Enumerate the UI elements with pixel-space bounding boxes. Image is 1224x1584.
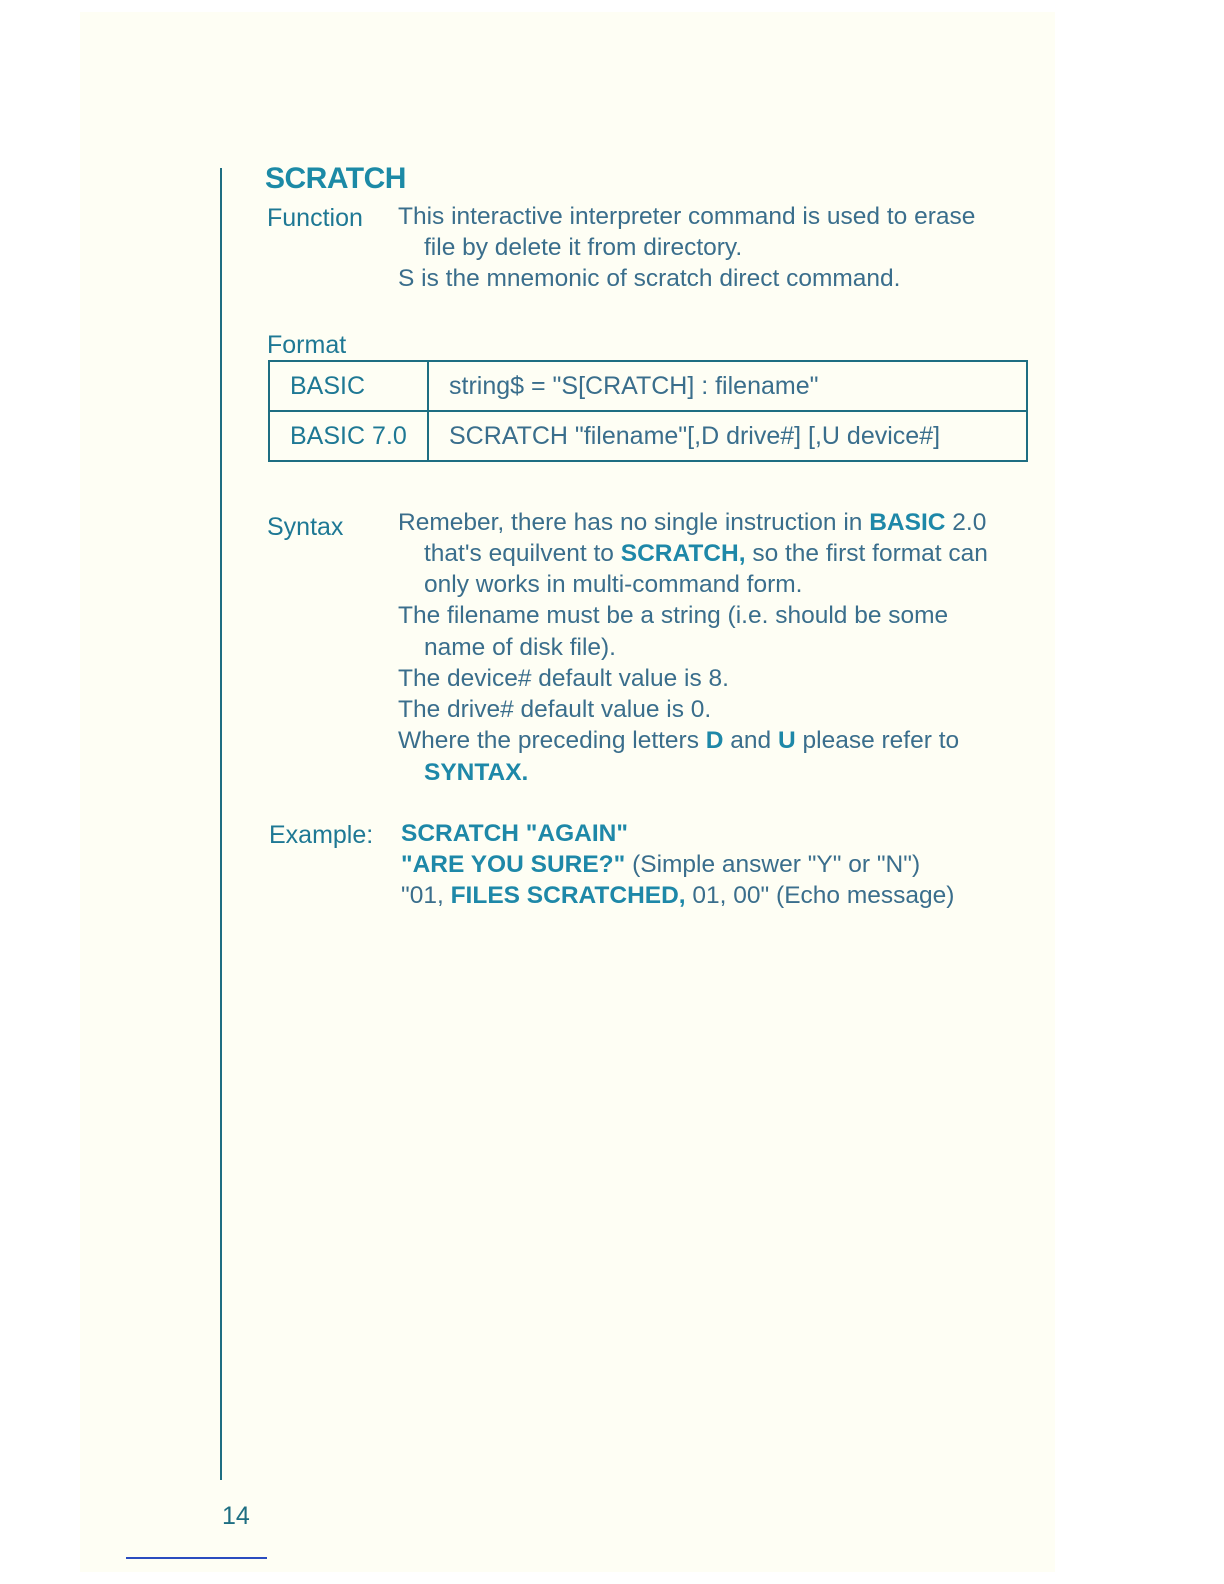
format-row [269, 411, 1027, 461]
syntax-text: please refer to [802, 727, 960, 754]
function-line-1: This interactive interpreter command is used to erase [398, 203, 976, 230]
example-line-1 [401, 820, 628, 848]
syntax-text: 2.0 [952, 509, 987, 536]
syntax-keyword: SCRATCH, [620, 540, 746, 567]
syntax-line-8 [398, 727, 959, 755]
format-syntax-cell: string$ = "S[CRATCH] : filename" [428, 361, 1027, 411]
syntax-line-4: The filename must be a string (i.e. should be some [398, 602, 949, 629]
format-label: Format [267, 331, 347, 359]
syntax-keyword: U [778, 727, 796, 754]
format-table [268, 360, 1028, 462]
example-text: 01, 00" (Echo message) [692, 882, 955, 909]
syntax-text: Remeber, there has no single instruction in [398, 509, 863, 536]
syntax-keyword: BASIC [869, 509, 946, 536]
example-prompt: "ARE YOU SURE?" [401, 851, 626, 878]
format-syntax-cell: SCRATCH "filename"[,D drive#] [,U device#] [428, 411, 1027, 461]
example-line-2 [401, 851, 920, 879]
function-label: Function [267, 204, 363, 232]
syntax-text: Where the preceding letters [398, 727, 699, 754]
syntax-label: Syntax [267, 513, 344, 541]
syntax-line-1 [398, 509, 986, 537]
function-line-3: S is the mnemonic of scratch direct command. [398, 265, 901, 292]
example-text: (Simple answer "Y" or "N") [632, 851, 921, 878]
example-line-3 [401, 882, 954, 910]
page-title: SCRATCH [265, 162, 406, 195]
format-version-cell: BASIC 7.0 [269, 411, 428, 461]
syntax-keyword: SYNTAX. [424, 759, 529, 786]
format-version-cell: BASIC [269, 361, 428, 411]
page-number: 14 [222, 1502, 250, 1530]
syntax-text: that's equilvent to [424, 540, 614, 567]
footer-rule [126, 1557, 267, 1559]
format-row [269, 361, 1027, 411]
example-message: FILES SCRATCHED, [450, 882, 686, 909]
syntax-line-9 [424, 759, 528, 787]
syntax-text: so the first format can [752, 540, 988, 567]
syntax-line-6: The device# default value is 8. [398, 665, 729, 692]
syntax-line-2 [424, 540, 988, 568]
syntax-line-3: only works in multi-command form. [424, 571, 803, 598]
syntax-text: and [730, 727, 772, 754]
example-label: Example: [269, 821, 374, 849]
margin-rule [220, 168, 222, 1480]
example-text: "01, [401, 882, 444, 909]
syntax-line-5: name of disk file). [424, 634, 616, 661]
syntax-keyword: D [705, 727, 724, 754]
function-line-2: file by delete it from directory. [424, 234, 743, 261]
syntax-line-7: The drive# default value is 0. [398, 696, 712, 723]
example-command: SCRATCH "AGAIN" [401, 820, 628, 847]
